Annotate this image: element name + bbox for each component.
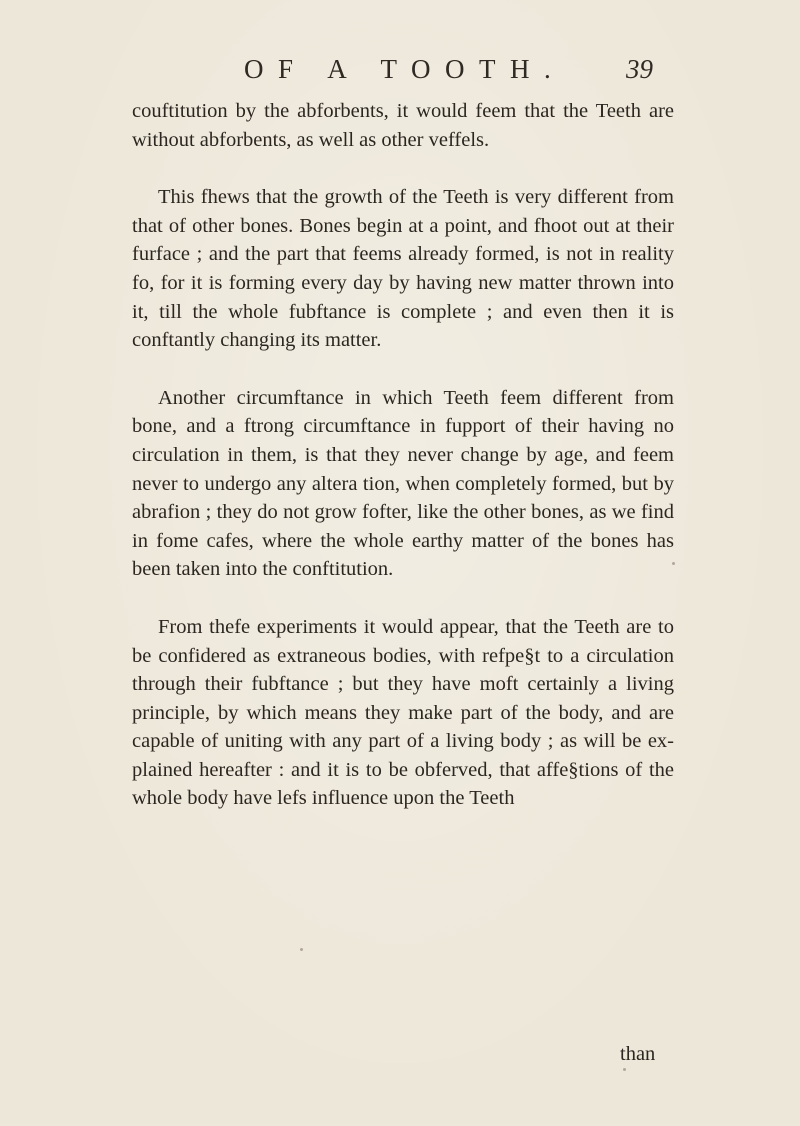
paragraph-4: From thefe experiments it would appear, that the Teeth are to be confidered as extraneous bodies, with refpe§t to a circulation through their fubftance ; but they have moft certainly a living principle, by which means they make part of the body, and are capable of uniting with any part of a living body ; as will be ex plained hereafter : and it is to be obferved, that affe§tions of the whole body have lefs influence upon the Teeth (132, 615, 674, 810)
paper-speck (672, 562, 675, 565)
catchword: than (620, 1043, 656, 1065)
paper-speck (300, 948, 303, 951)
page-number: 39 (626, 54, 653, 84)
paragraph-2: This fhews that the growth of the Teeth is very different from that of other bones. Bones begin at a point, and fhoot out at their furface ; and the part that feems already formed, is not in reality fo, for it is forming every day by having new matter thrown into it, till the whole fubftance is complete ; and even then it is conftantly changing its matter. (132, 186, 674, 352)
paragraph-1: couftitution by the abforbents, it would feem that the Teeth are without abforbents, as well as other veffels. (132, 100, 674, 151)
paper-speck (623, 1068, 626, 1071)
running-head: OF A TOOTH. (244, 54, 566, 84)
paragraph-3: Another circumftance in which Teeth feem different from bone, and a ftrong circumftance in fupport of their having no circulation in them, is that they never change by age, and feem never to undergo any altera tion, when completely formed, but by abrafion ; they do not grow fofter, like the other bones, as we find in fome cafes, where the whole earthy matter of the bones has been taken into the conftitution. (132, 386, 674, 581)
page-header (0, 54, 800, 94)
body-text (132, 97, 674, 813)
